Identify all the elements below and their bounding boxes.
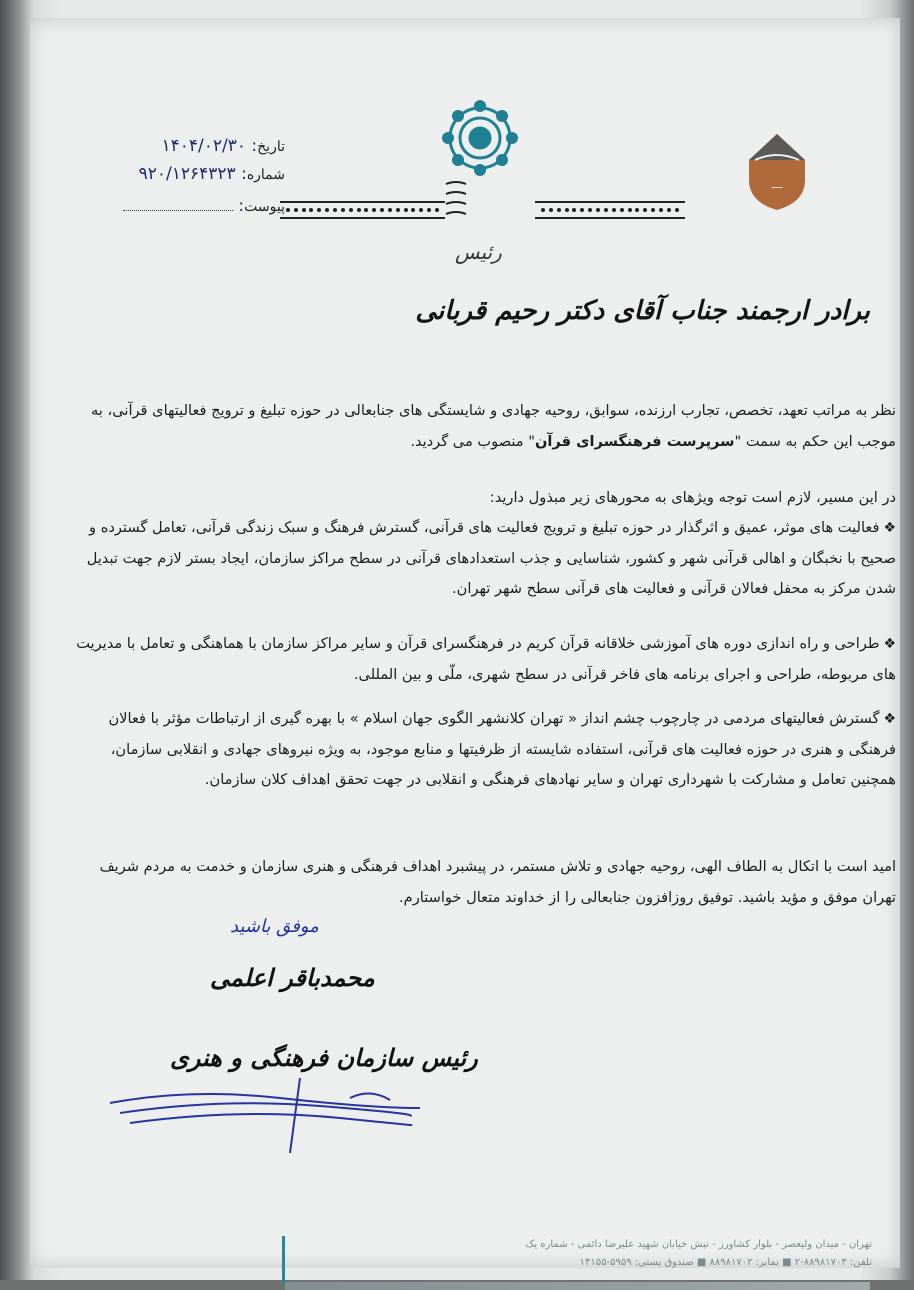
footer-bar (285, 1282, 870, 1290)
letterhead-footer (282, 1236, 872, 1284)
footer-phones: تلفن: ۸۸۹۸۱۷۰۳-۲ ■ نمابر: ۸۸۹۸۱۷۰۲ ■ صندوق پستی: ۵۹۵۹-۱۴۱۵۵ (579, 1257, 872, 1268)
letter-number: شماره: ۹۲۰/۱۲۶۴۳۲۳ (138, 164, 285, 184)
decorative-band-right (535, 201, 685, 219)
list-item: ❖گسترش فعالیتهای مردمی در چارچوب چشم انداز « تهران کلانشهر الگوی جهان اسلام » با بهره گیری از ارتباطات مؤثر با فعالان فرهنگی و هنری در حوزه فعالیت های قرآنی، استفاده شایسته از ظرفیتها و منابع موجود، به ویژه نیروهای جهادی و انقلابی سازمان، همچنین تعامل و مشارکت با شهرداری تهران و سایر نهادهای فرهنگی و انقلابی در جهت تحقق اهداف کلان سازمان. (108, 710, 896, 788)
letter-attachment: پیوست: (60, 196, 285, 216)
rosette-emblem-icon (440, 98, 520, 188)
appointment-title: سرپرست فرهنگسرای قرآن (534, 432, 735, 450)
diamond-bullet-icon: ❖ (883, 711, 896, 727)
handwritten-note: موفق باشید (230, 916, 319, 937)
paragraph-appointment: نظر به مراتب تعهد، تخصص، تجارب ارزنده، سوابق، روحیه جهادی و شایستگی های جنابعالی در حوزه تبلیغ و ترویج فعالیتهای قرآنی، به موجب این حکم به سمت "سرپرست فرهنگسرای قرآن" منصوب می گردید. (90, 402, 896, 450)
list-item: ❖فعالیت های موثر، عمیق و اثرگذار در حوزه تبلیغ و ترویج فعالیت های قرآنی، گسترش فرهنگ و سبک زندگی قرآنی، تعامل گسترده و صحیح با نخبگان و اهالی قرآنی شهر و کشور، شناسایی و جذب استعدادهای قرآنی در سطح مراکز سازمان، ایجاد بستر لازم جهت تبدیل شدن مرکز به محفل فعالان قرآنی و فعالیت های قرآنی سطح شهر تهران. (86, 519, 896, 597)
letter-date: تاریخ: ۱۴۰۴/۰۲/۳۰ (161, 136, 285, 156)
salutation: برادر ارجمند جناب آقای دکتر رحیم قربانی (415, 296, 870, 326)
footer-address: تهران - میدان ولیعصر - بلوار کشاورز - نبش خیابان شهید علیرضا دائمی - شماره یک (525, 1239, 872, 1250)
diamond-bullet-icon: ❖ (883, 520, 896, 536)
decorative-band-left (280, 201, 445, 219)
svg-text:ــــ: ــــ (771, 181, 783, 191)
paragraph-closing: امید است با اتکال به الطاف الهی، روحیه جهادی و تلاش مستمر، در پیشبرد اهداف فرهنگی و هنری سازمان و خدمت به مردم شریف تهران موفق و مؤید باشید. توفیق روزافزون جنابعالی را از خداوند متعال خواستارم. (99, 858, 896, 906)
list-item: ❖طراحی و راه اندازی دوره های آموزشی خلاقانه قرآن کریم در فرهنگسرای قرآن و سایر مراکز سازمان با هماهنگی و تعامل با مدیریت های مربوطه، طراحی و اجرای برنامه های فاخر قرآنی در سطح شهری، ملّی و بین المللی. (76, 635, 896, 683)
organization-name-mark-icon (442, 178, 470, 224)
header-signature: رئیس (455, 240, 502, 264)
organization-logo-icon (745, 130, 809, 214)
diamond-bullet-icon: ❖ (883, 636, 896, 652)
signatory-title: رئیس سازمان فرهنگی و هنری (170, 1043, 478, 1072)
paragraph-axes-intro: در این مسیر، لازم است توجه ویژهای به محورهای زیر مبذول دارید: (489, 489, 896, 506)
signature-scribble-icon (100, 1068, 430, 1158)
signatory-name: محمدباقر اعلمی (210, 963, 375, 992)
document-page (30, 18, 900, 1268)
